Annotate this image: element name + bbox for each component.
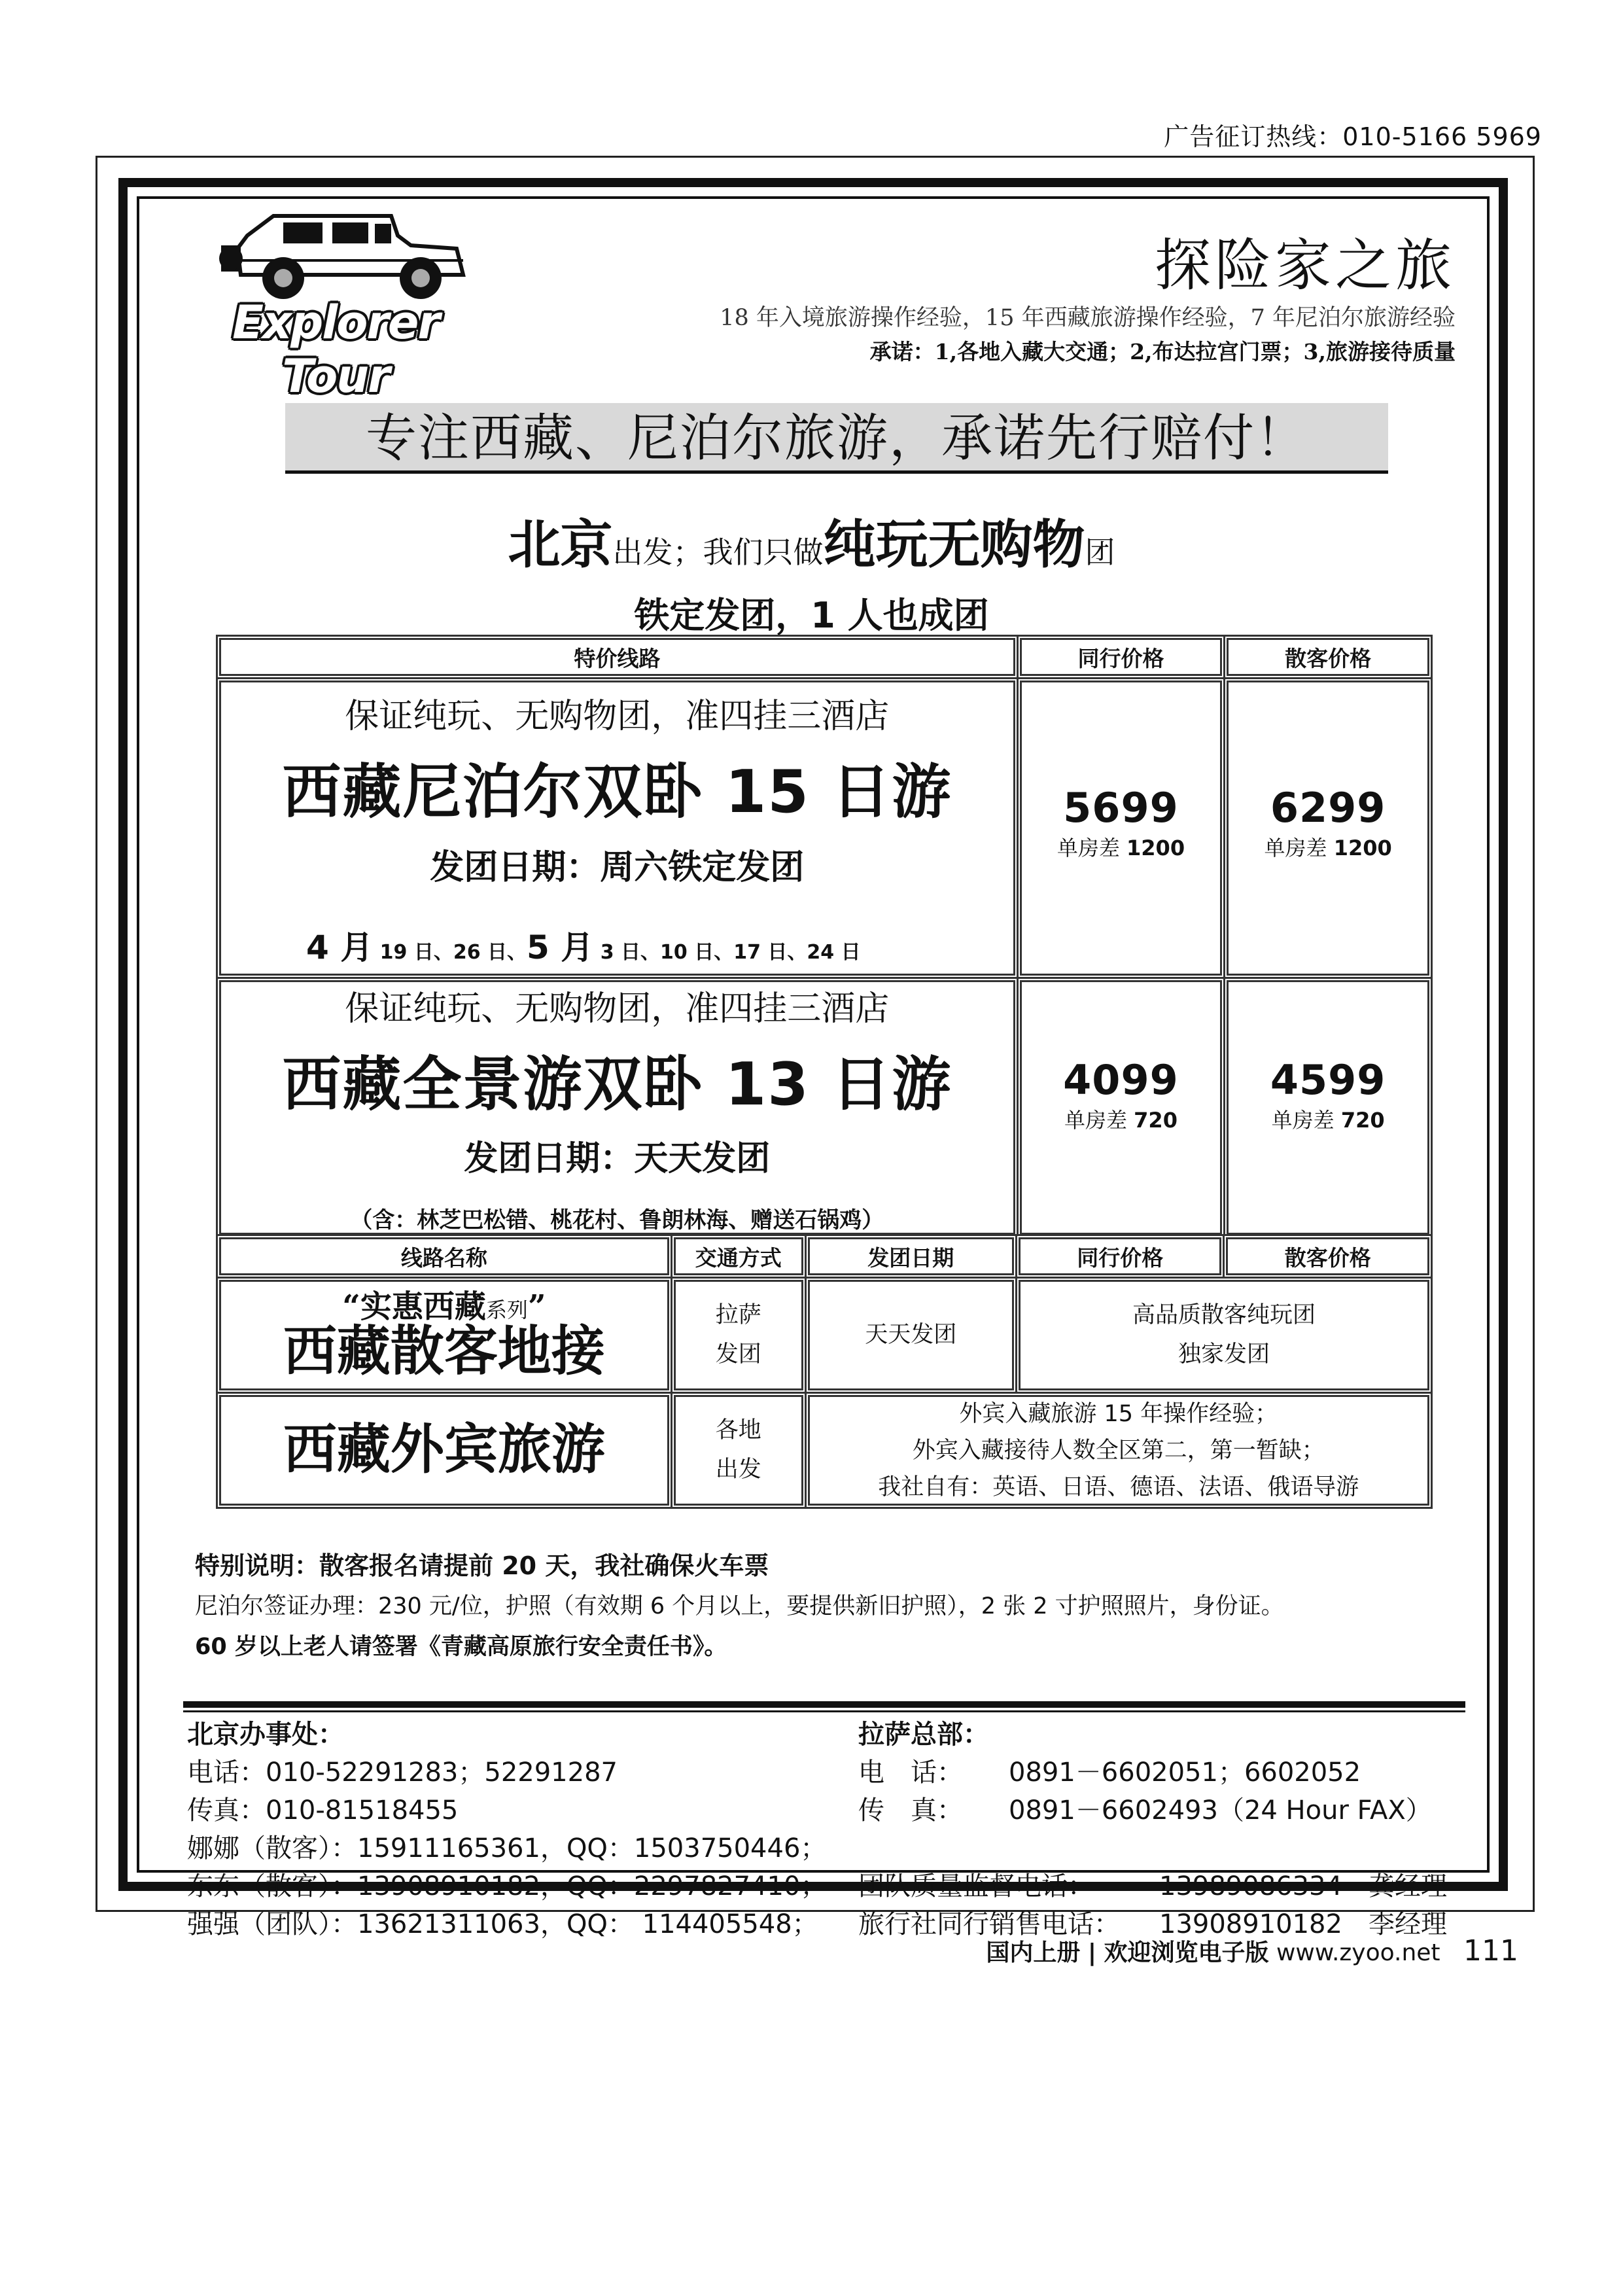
header-retail-price: 散客价格 <box>1225 636 1432 679</box>
departure-suffix: 团 <box>1085 535 1115 570</box>
route-name: 西藏全景游双卧 13 日游 <box>282 1050 952 1119</box>
retail-price: 6299 <box>1270 784 1386 832</box>
header-retail-price: 散客价格 <box>1224 1235 1432 1278</box>
explorer-tour-logo <box>175 209 496 403</box>
route-name: 西藏尼泊尔双卧 15 日游 <box>282 757 952 826</box>
divider-thin <box>183 1710 1465 1712</box>
departure-highlight: 纯玩无购物 <box>823 514 1085 575</box>
peer-price-cell <box>1017 679 1225 978</box>
footer-book: 国内上册 <box>986 1939 1081 1966</box>
departure-from: 出发；我们只做 <box>612 535 824 570</box>
departure-city: 北京 <box>508 514 613 575</box>
header-route-name: 线路名称 <box>217 1235 672 1278</box>
page-number: 111 <box>1463 1934 1518 1968</box>
header-peer-price: 同行价格 <box>1017 1235 1224 1278</box>
route-tagline: 保证纯玩、无购物团，准四挂三酒店 <box>345 696 890 736</box>
beijing-title: 北京办事处： <box>187 1720 344 1750</box>
footer-sep: | <box>1087 1939 1097 1966</box>
transport-cell: 拉萨 发团 <box>671 1278 805 1393</box>
route-include: （含：林芝巴松错、桃花村、鲁朗林海、赠送石锅鸡） <box>350 1207 884 1233</box>
route-month-2: 5 月 <box>527 928 594 966</box>
lhasa-headquarters <box>858 1716 1447 1943</box>
beijing-office <box>187 1716 826 1943</box>
peer-price: 5699 <box>1063 784 1179 832</box>
depart-date-cell: 天天发团 <box>805 1278 1016 1393</box>
brand-promise: 承诺：1,各地入藏大交通；2,布达拉宫门票；3,旅游接待质量 <box>869 339 1456 364</box>
description-cell: 外宾入藏旅游 15 年操作经验； 外宾入藏接待人数全区第二，第一暂缺； 我社自有：英语、日语、德语、法语、俄语导游 <box>805 1393 1431 1508</box>
route-name: 西藏外宾旅游 <box>283 1419 605 1481</box>
beijing-line: 电话：010-52291283；52291287 <box>187 1757 618 1788</box>
table-row <box>217 679 1432 978</box>
logo-text: Explorer Tour <box>232 296 439 403</box>
route-month-1: 4 月 <box>306 928 374 966</box>
peer-single-supplement: 单房差 1200 <box>1056 836 1185 860</box>
table-row <box>217 1393 1432 1508</box>
table-header-row <box>217 1235 1432 1278</box>
footer-welcome: 欢迎浏览电子版 <box>1104 1939 1269 1966</box>
series-label: “实惠西藏系列” <box>342 1288 546 1326</box>
beijing-line: 传真：010-81518455 <box>187 1795 459 1826</box>
route-cell <box>217 978 1018 1237</box>
route-depart: 发团日期：周六铁定发团 <box>430 847 805 887</box>
route-days-1: 19 日、26 日、 <box>379 940 527 964</box>
lhasa-tel: 电 话： 0891－6602051；6602052 <box>858 1757 1361 1788</box>
fixed-departure: 铁定发团，1 人也成团 <box>634 595 989 636</box>
slogan-banner: 专注西藏、尼泊尔旅游，承诺先行赔付！ <box>285 403 1388 474</box>
lhasa-fax: 传 真： 0891－6602493（24 Hour FAX） <box>858 1795 1432 1826</box>
route-tagline: 保证纯玩、无购物团，准四挂三酒店 <box>345 989 890 1029</box>
route-name-cell <box>217 1278 672 1393</box>
beijing-line: 娜娜（散客）：15911165361，QQ：1503750446； <box>187 1833 827 1863</box>
route-name-cell <box>217 1393 672 1508</box>
special-routes-table <box>216 635 1433 1238</box>
page-footer <box>986 1934 1518 1968</box>
header-depart-date: 发团日期 <box>805 1235 1016 1278</box>
peer-price-cell <box>1017 978 1225 1237</box>
retail-single-supplement: 单房差 720 <box>1271 1108 1385 1133</box>
table-row <box>217 978 1432 1237</box>
beijing-line: 强强（团队）：13621311063，QQ： 114405548； <box>187 1909 818 1939</box>
peer-single-supplement: 单房差 720 <box>1064 1108 1178 1133</box>
table-row <box>217 1278 1432 1393</box>
brand-name: 探险家之旅 <box>1155 233 1456 298</box>
route-cell <box>217 679 1018 978</box>
route-depart: 发团日期：天天发团 <box>464 1139 771 1178</box>
retail-price-cell <box>1225 978 1432 1237</box>
ad-hotline: 广告征订热线：010-5166 5969 <box>1164 122 1542 151</box>
divider <box>183 1701 1465 1708</box>
retail-price: 4599 <box>1270 1056 1386 1104</box>
note-booking: 特别说明：散客报名请提前 20 天，我社确保火车票 <box>195 1551 769 1580</box>
retail-price-cell <box>1225 679 1432 978</box>
route-dates <box>218 921 1017 968</box>
lhasa-title: 拉萨总部： <box>858 1720 989 1750</box>
transport-cell: 各地 出发 <box>671 1393 805 1508</box>
note-visa: 尼泊尔签证办理：230 元/位，护照（有效期 6 个月以上，要提供新旧护照），2 张 2 寸护照照片，身份证。 <box>195 1593 1284 1619</box>
lhasa-qa: 团队质量监督电话： 13989086334 龚经理 <box>858 1871 1447 1901</box>
description-cell: 高品质散客纯玩团 独家发团 <box>1017 1278 1432 1393</box>
departure-line <box>0 503 1623 578</box>
route-days-2: 3 日、10 日、17 日、24 日 <box>600 940 861 964</box>
peer-price: 4099 <box>1063 1056 1179 1104</box>
table-header-row <box>217 636 1432 679</box>
lhasa-sales: 旅行社同行销售电话： 13908910182 李经理 <box>858 1909 1447 1939</box>
footer-site-link[interactable]: www.zyoo.net <box>1276 1939 1440 1966</box>
tibet-tours-table <box>216 1234 1433 1509</box>
retail-single-supplement: 单房差 1200 <box>1264 836 1392 860</box>
header-peer-price: 同行价格 <box>1017 636 1225 679</box>
route-name: 西藏散客地接 <box>283 1320 605 1383</box>
header-route: 特价线路 <box>217 636 1018 679</box>
beijing-line: 东东（散客）：13908910182，QQ：2297827410； <box>187 1871 827 1901</box>
brand-experience: 18 年入境旅游操作经验，15 年西藏旅游操作经验，7 年尼泊尔旅游经验 <box>720 305 1456 331</box>
note-elderly: 60 岁以上老人请签署《青藏高原旅行安全责任书》。 <box>195 1634 727 1660</box>
special-notes <box>195 1545 1284 1661</box>
header-transport: 交通方式 <box>671 1235 805 1278</box>
